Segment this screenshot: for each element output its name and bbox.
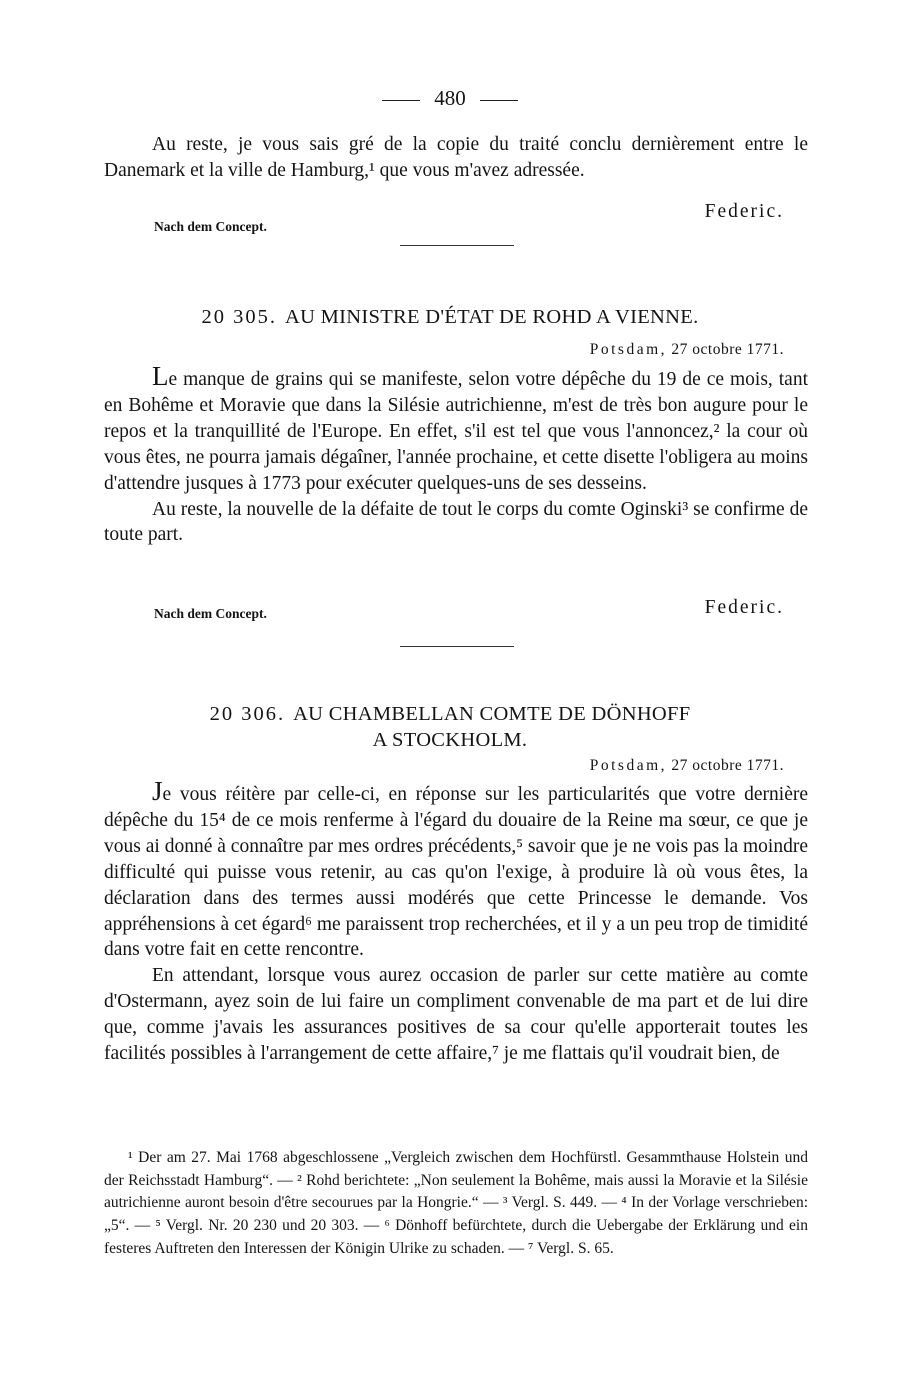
drop-initial: J [152,776,163,806]
drop-initial: L [152,361,169,391]
top-signature: Federic. [704,201,784,222]
section-divider [400,245,514,246]
letter-number: 20 305. [201,306,277,328]
footnotes: ¹ Der am 27. Mai 1768 abgeschlossene „Vergleich zwischen dem Hochfürstl. Gesammthause Holstein und der Reichsstadt Hamburg“. — ² Rohd berichtete: „Non seulement la Bohême, mais aussi la Moravie et la Silésie autrichienne auront besoin d'être secourues par la Hongrie.“ — ³ Vergl. S. 449. — ⁴ In der Vorlage verschrieben: „5“. — ⁵ Vergl. Nr. 20 230 und 20 303. — ⁶ Dönhoff befürchtete, durch die Uebergabe der Erklärung und ein festeres Auftreten den Interessen der Königin Ulrike zu schaden. — ⁷ Vergl. S. 65. [104,1149,808,1257]
top-source-note: Nach dem Concept. [154,219,267,234]
letter-source-note: Nach dem Concept. [154,606,267,621]
letter-heading [0,306,900,329]
letter-date: 27 octobre 1771. [671,757,784,774]
page-number-dash-right [480,100,518,101]
letter-paragraph: Le manque de grains qui se manifeste, selon votre dépêche du 19 de ce mois, tant en Bohême et Moravie que dans la Silésie autrichienne, m'est de très bon augure pour le repos et la tranquillité de l'Europe. En effet, s'il est tel que vous l'annoncez,² la cour où vous êtes, ne pourra jamais dégaîner, l'année prochaine, et cette disette l'obligera au moins d'attendre jusques à 1773 pour exécuter quelques-uns de ses desseins. Au reste, la nouvelle de la défaite de tout le corps du comte Oginski³ se confirme de toute part. [104,361,808,546]
letter-paragraph: Je vous réitère par celle-ci, en réponse sur les particularités que votre dernière dépêche du 15⁴ de ce mois renferme à l'égard du douaire de la Reine ma sœur, ce que je vous ai donné à connaître par mes ordres précédents,⁵ savoir que je ne vois pas la moindre difficulté qui puisse vous retenir, au cas qu'on l'exige, à produire là où vous êtes, la déclaration dans des termes aussi modérés que cette Princesse le demande. Vos appréhensions à cet égard⁶ me paraissent trop recherchées, et il y a un peu trop de timidité dans votre fait en cette rencontre. En attendant, lorsque vous aurez occasion de parler sur cette matière au comte d'Ostermann, ayez soin de lui faire un compliment convenable de ma part et de lui dire que, comme j'avais les assurances positives de sa cour qu'elle apporterait toutes les facilités possibles à l'arrangement de cette affaire,⁷ je me flattais qu'il voudrait bien, de [104,776,808,1065]
letter-dateline [590,341,784,359]
page-number-text: 480 [434,86,466,110]
letter-place: Potsdam, [589,341,668,358]
letter-number: 20 306. [209,703,286,725]
page-number [0,86,900,111]
letter-heading-line2 [0,729,900,752]
letter-signature: Federic. [704,597,784,618]
page-number-dash-left [382,100,420,101]
letter-title: AU CHAMBELLAN COMTE DE DÖNHOFF [293,703,691,725]
letter-title: AU MINISTRE D'ÉTAT DE ROHD A VIENNE. [284,306,699,328]
letter-title-line2: A STOCKHOLM. [372,729,528,751]
section-divider [400,646,514,647]
letter-heading [0,703,900,726]
top-paragraph: Au reste, je vous sais gré de la copie du traité conclu dernièrement entre le Danemark et la ville de Hamburg,¹ que vous m'avez adressée. [104,134,808,181]
letter-place: Potsdam, [589,757,668,774]
letter-dateline [590,757,784,775]
letter-date: 27 octobre 1771. [671,341,784,358]
